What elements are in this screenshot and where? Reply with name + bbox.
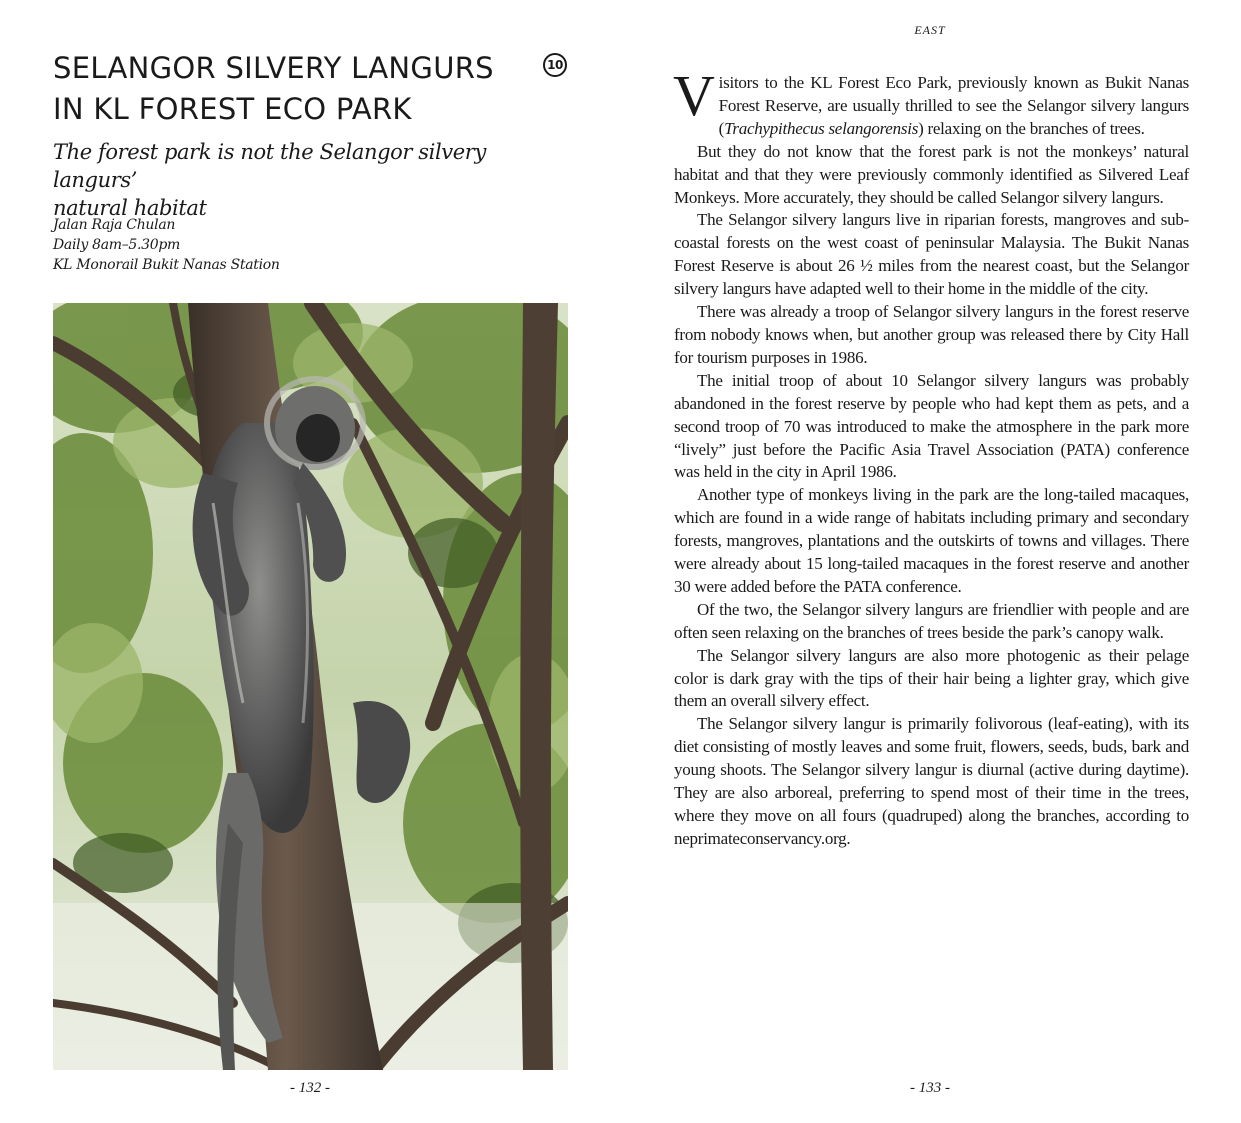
transport: KL Monorail Bukit Nanas Station xyxy=(53,257,280,273)
paragraph: Another type of monkeys living in the park are the long-tailed macaques, which are found in a wide range of habitats including primary and secondary forests, mangroves, plantations and the outskirts of towns and villages. There were already about 15 long-tailed macaques in the forest reserve and another 30 were added before the PATA conference. xyxy=(674,485,1189,596)
page-title xyxy=(53,48,533,130)
address: Jalan Raja Chulan xyxy=(53,217,176,233)
paragraph: There was already a troop of Selangor silvery langurs in the forest reserve from nobody knows when, but another group was released there by City Hall for tourism purposes in 1986. xyxy=(674,302,1189,367)
species-name: Trachypithecus selangorensis xyxy=(724,118,919,138)
title-line-2: IN KL FOREST ECO PARK xyxy=(53,92,412,126)
drop-cap: V xyxy=(673,63,715,128)
paragraph: The Selangor silvery langurs are also more photogenic as their pelage color is dark gray with the tips of their hair being a lighter gray, which give them an overall silvery effect. xyxy=(674,645,1189,711)
subtitle-line-1: The forest park is not the Selangor silvery langurs’ xyxy=(53,140,486,192)
paragraph: But they do not know that the forest park is not the monkeys’ natural habitat and that they were previously commonly identified as Silvered Leaf Monkeys. More accurately, they should be called Selangor silvery langurs. xyxy=(674,141,1189,207)
paragraph: The initial troop of about 10 Selangor silvery langurs was probably abandoned in the forest reserve by people who had kept them as pets, and a second troop of 70 was introduced to make the atmosphere in the park more “lively” just before the Pacific Asia Travel Association (PATA) conference was held in the city in April 1986. xyxy=(674,370,1189,482)
location-info xyxy=(53,215,453,275)
left-page xyxy=(0,0,620,1123)
opening-hours: Daily 8am–5.30pm xyxy=(53,237,181,253)
page-number-left: - 132 - xyxy=(290,1080,330,1096)
entry-number-badge: 10 xyxy=(543,53,567,77)
paragraph-first-text-a: isitors to the KL Forest Eco Park, previously known as Bukit Nanas Forest Reserve, are usually thrilled to see the Selangor silvery langurs ( xyxy=(718,73,1189,138)
paragraph: Of the two, the Selangor silvery langurs are friendlier with people and are often seen relaxing on the branches of trees beside the park’s canopy walk. xyxy=(674,599,1189,642)
paragraph-first xyxy=(673,63,1189,141)
paragraph-first-text-b: ) relaxing on the branches of trees. xyxy=(918,118,1145,138)
running-head: EAST xyxy=(914,23,946,37)
paragraph: The Selangor silvery langur is primarily folivorous (leaf-eating), with its diet consisting of mostly leaves and some fruit, flowers, seeds, buds, bark and young shoots. The Selangor silvery langur is diurnal (active during daytime). They are also arboreal, preferring to spend most of their time in the trees, where they move on all fours (quadruped) along the branches, according to neprimateconservancy.org. xyxy=(674,714,1189,848)
paragraph: The Selangor silvery langurs live in riparian forests, mangroves and sub-coastal forests on the west coast of peninsular Malaysia. The Bukit Nanas Forest Reserve is about 26 ½ miles from the nearest coast, but the Selangor silvery langurs have adapted well to their home in the middle of the city. xyxy=(674,210,1189,299)
langur-photo xyxy=(53,303,568,1070)
title-line-1: SELANGOR SILVERY LANGURS xyxy=(53,51,494,85)
page-number-right: - 133 - xyxy=(910,1080,950,1096)
subtitle-line-2: natural habitat xyxy=(53,196,207,220)
langur-photo-icon xyxy=(53,303,568,1070)
page-subtitle xyxy=(53,138,553,222)
right-page xyxy=(620,0,1241,1123)
article-body xyxy=(673,63,1189,851)
